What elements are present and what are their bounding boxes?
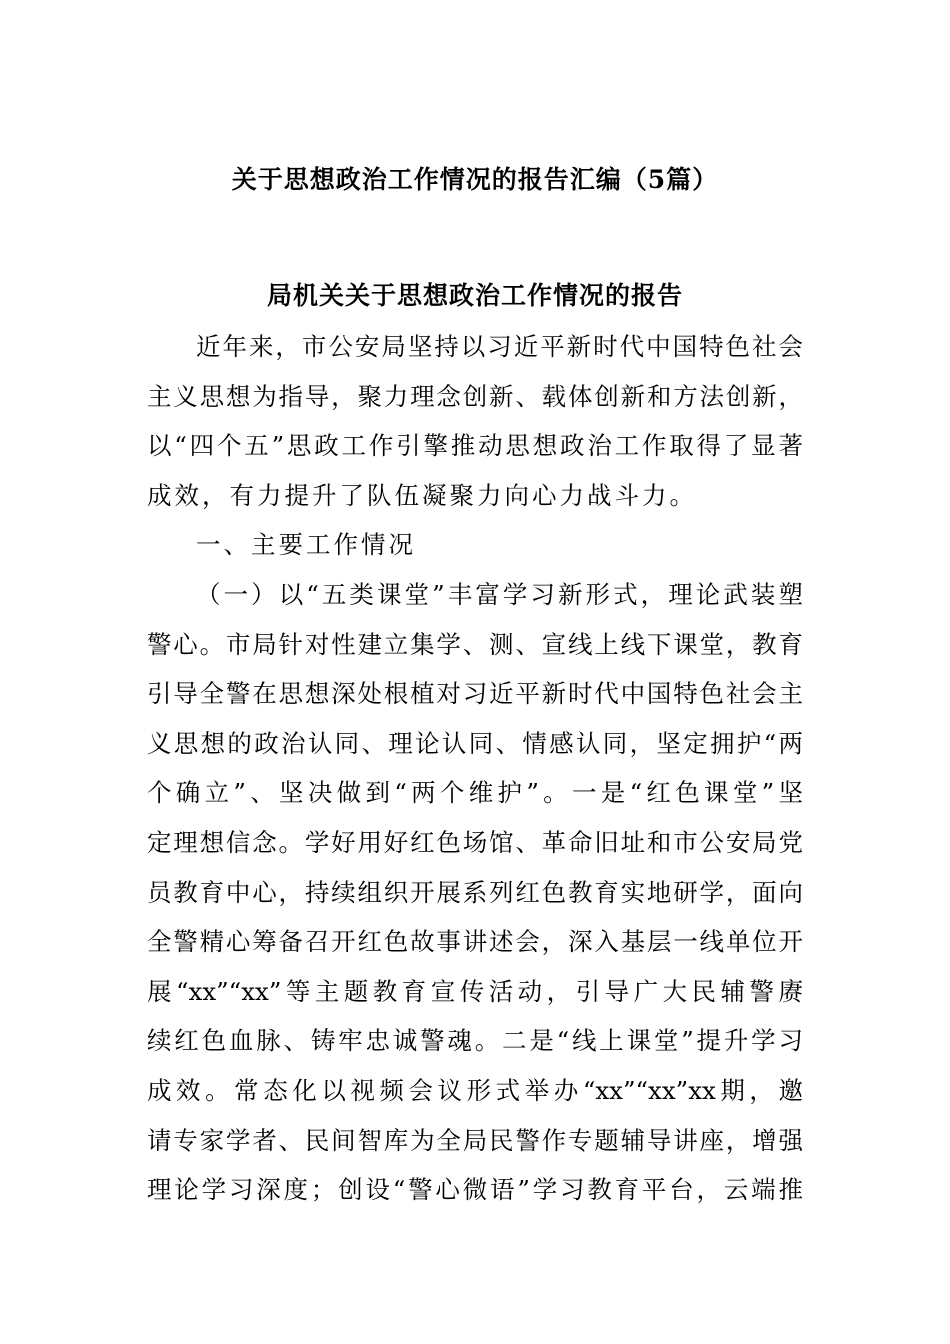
paragraph-line: 引导全警在思想深处根植对习近平新时代中国特色社会主 (147, 679, 803, 709)
paragraph-line: 请专家学者、民间智库为全局民警作专题辅导讲座，增强 (147, 1125, 803, 1155)
paragraph-line: 近年来，市公安局坚持以习近平新时代中国特色社会 (196, 332, 803, 361)
paragraph-line: 全警精心筹备召开红色故事讲述会，深入基层一线单位开 (147, 927, 803, 957)
paragraph-line: 理论学习深度；创设“警心微语”学习教育平台，云端推 (147, 1175, 803, 1205)
paragraph-line: 展“xx”“xx”等主题教育宣传活动，引导广大民辅警赓 (147, 976, 803, 1006)
paragraph-line: 员教育中心，持续组织开展系列红色教育实地研学，面向 (147, 877, 803, 907)
document-title: 关于思想政治工作情况的报告汇编（5篇） (231, 165, 719, 194)
paragraph-line: 个确立”、坚决做到“两个维护”。一是“红色课堂”坚 (147, 778, 803, 808)
paragraph-line: 警心。市局针对性建立集学、测、宣线上线下课堂，教育 (147, 629, 803, 659)
section-heading: 一、主要工作情况 (196, 530, 416, 560)
paragraph-line: 成效，有力提升了队伍凝聚力向心力战斗力。 (147, 480, 697, 510)
paragraph-line: 义思想的政治认同、理论认同、情感认同，坚定拥护“两 (147, 728, 803, 758)
paragraph-line: 续红色血脉、铸牢忠诚警魂。二是“线上课堂”提升学习 (147, 1026, 803, 1056)
report-body (147, 322, 803, 1215)
paragraph-line: 定理想信念。学好用好红色场馆、革命旧址和市公安局党 (147, 827, 803, 857)
paragraph-line: 成效。常态化以视频会议形式举办“xx”“xx”xx期，邀 (147, 1075, 803, 1105)
paragraph-line: 以“四个五”思政工作引擎推动思想政治工作取得了显著 (147, 431, 803, 461)
paragraph-line: （一）以“五类课堂”丰富学习新形式，理论武装塑 (196, 579, 803, 609)
report-subtitle: 局机关关于思想政治工作情况的报告 (266, 281, 683, 310)
paragraph-line: 主义思想为指导，聚力理念创新、载体创新和方法创新， (147, 381, 803, 411)
